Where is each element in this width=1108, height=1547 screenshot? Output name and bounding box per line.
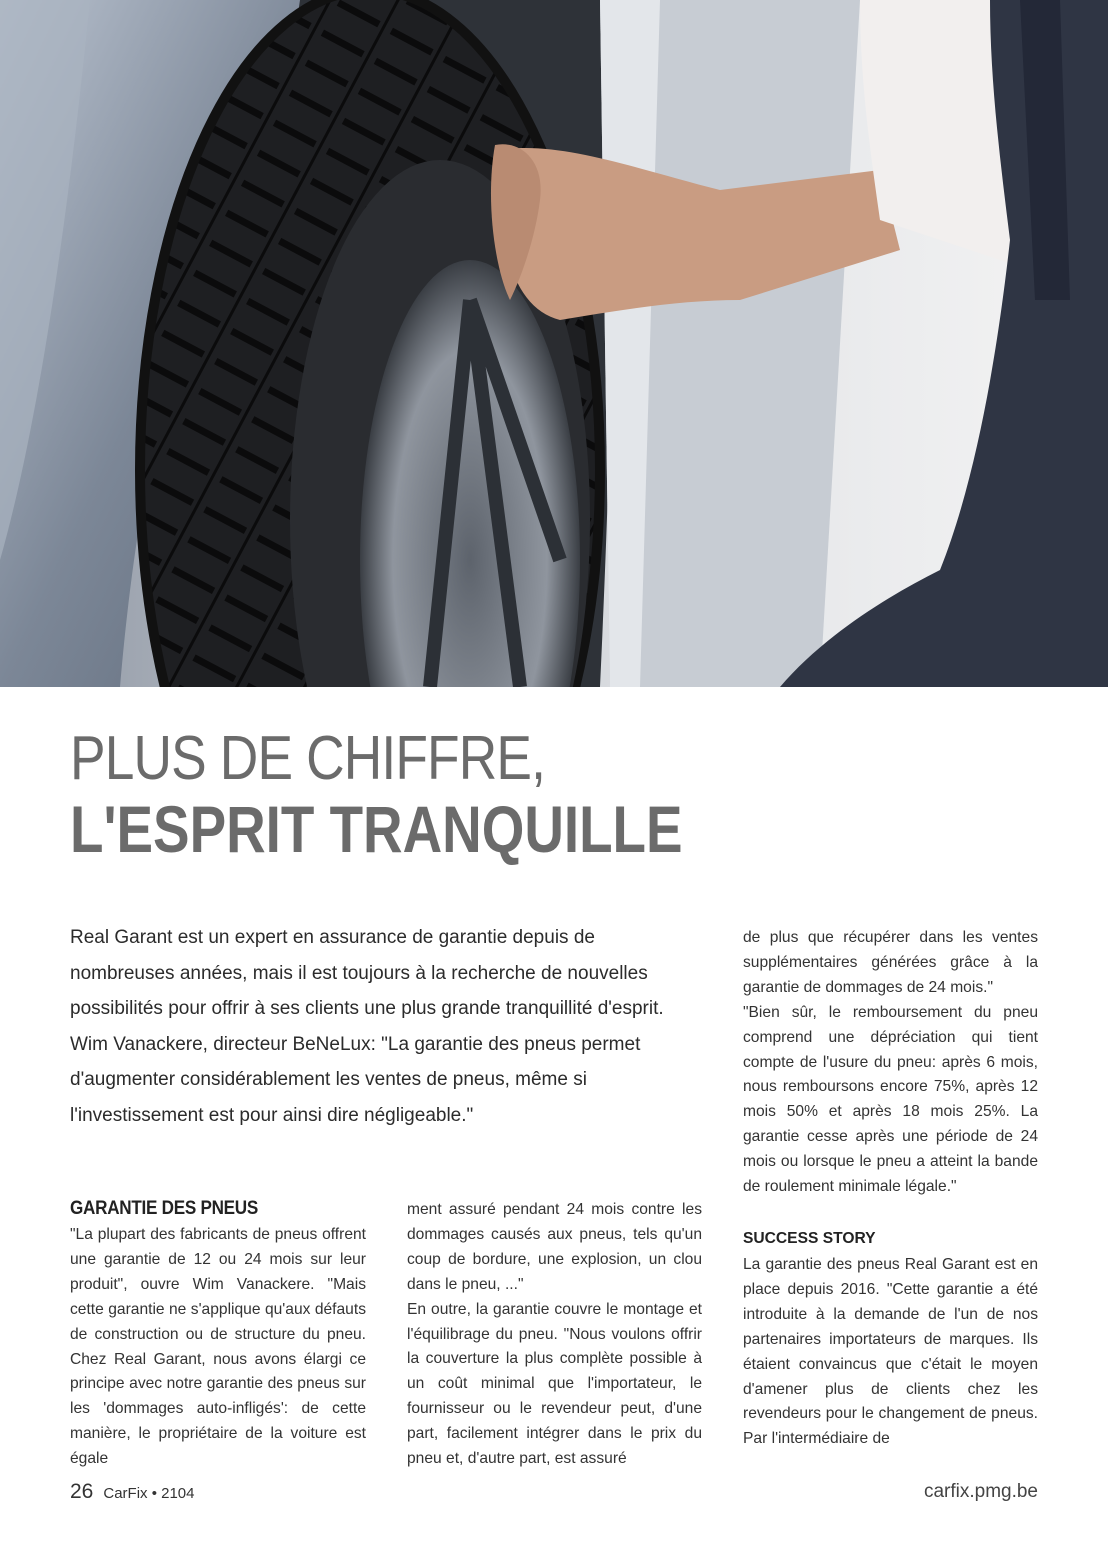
article-title xyxy=(70,725,808,865)
section-heading-garantie: GARANTIE DES PNEUS xyxy=(70,1198,259,1219)
footer-page-info xyxy=(70,1480,194,1504)
column-3-paragraph-2: "Bien sûr, le remboursement du pneu comprend une dépréciation qui tient compte de l'usure du pneu: après 6 mois, nous remboursons encore 75%, après 12 mois 50% et après 18 mois 25%. La garantie cesse après une période de 24 mois ou lorsque le pneu a atteint la bande de roulement minimale légale." xyxy=(743,1003,1038,1196)
column-3 xyxy=(743,926,1038,1452)
column-2-paragraph-2: En outre, la garantie couvre le montage et l'équilibrage du pneu. "Nous voulons offrir la couverture la plus complète possible à un coût minimal que l'importateur, le fournisseur ou le revendeur peut, d'une part, facilement intégrer dans le prix du pneu et, d'autre part, est assuré xyxy=(407,1300,702,1468)
title-line-2: L'ESPRIT TRANQUILLE xyxy=(70,792,683,866)
column-1 xyxy=(70,1198,366,1472)
footer-url[interactable]: carfix.pmg.be xyxy=(923,1481,1038,1502)
tire-photo-illustration xyxy=(0,0,1108,687)
section-heading-success-story: SUCCESS STORY xyxy=(743,1229,876,1247)
hero-photo xyxy=(0,0,1108,687)
column-2-paragraph-1: ment assuré pendant 24 mois contre les dommages causés aux pneus, tels qu'un coup de bordure, une explosion, un clou dans le pneu, ..." xyxy=(407,1201,702,1293)
column-3-paragraph-1: de plus que récupérer dans les ventes supplémentaires générées grâce à la garantie de dommages de 24 mois." xyxy=(743,929,1038,996)
publication-issue: CarFix • 2104 xyxy=(103,1485,195,1502)
column-1-paragraph: "La plupart des fabricants de pneus offrent une garantie de 12 ou 24 mois sur leur produit", ouvre Wim Vanackere. "Mais cette garantie ne s'applique qu'aux défauts de construction ou de structure du pneu. Chez Real Garant, nous avons élargi ce principe avec notre garantie des pneus sur les 'dommages auto-infligés': de cette manière, le propriétaire de la voiture est égale xyxy=(70,1226,366,1468)
page-number: 26 xyxy=(70,1480,94,1503)
column-2 xyxy=(407,1198,702,1472)
intro-paragraph: Real Garant est un expert en assurance de garantie depuis de nombreuses années, mais il est toujours à la recherche de nouvelles possibilités pour offrir à ses clients une plus grande tranquillité d'esprit. Wim Vanackere, directeur BeNeLux: "La garantie des pneus permet d'augmenter considérablement les ventes de pneus, même si l'investissement est pour ainsi dire négligeable." xyxy=(70,927,664,1126)
column-3-paragraph-3: La garantie des pneus Real Garant est en place depuis 2016. "Cette garantie a été introduite à la demande de l'un de nos partenaires importateurs de marques. Ils étaient convaincus que c'était le moyen d'amener plus de clients chez les revendeurs pour le changement de pneus. Par l'intermédiaire de xyxy=(743,1255,1038,1448)
title-line-1: PLUS DE CHIFFRE, xyxy=(70,724,546,793)
